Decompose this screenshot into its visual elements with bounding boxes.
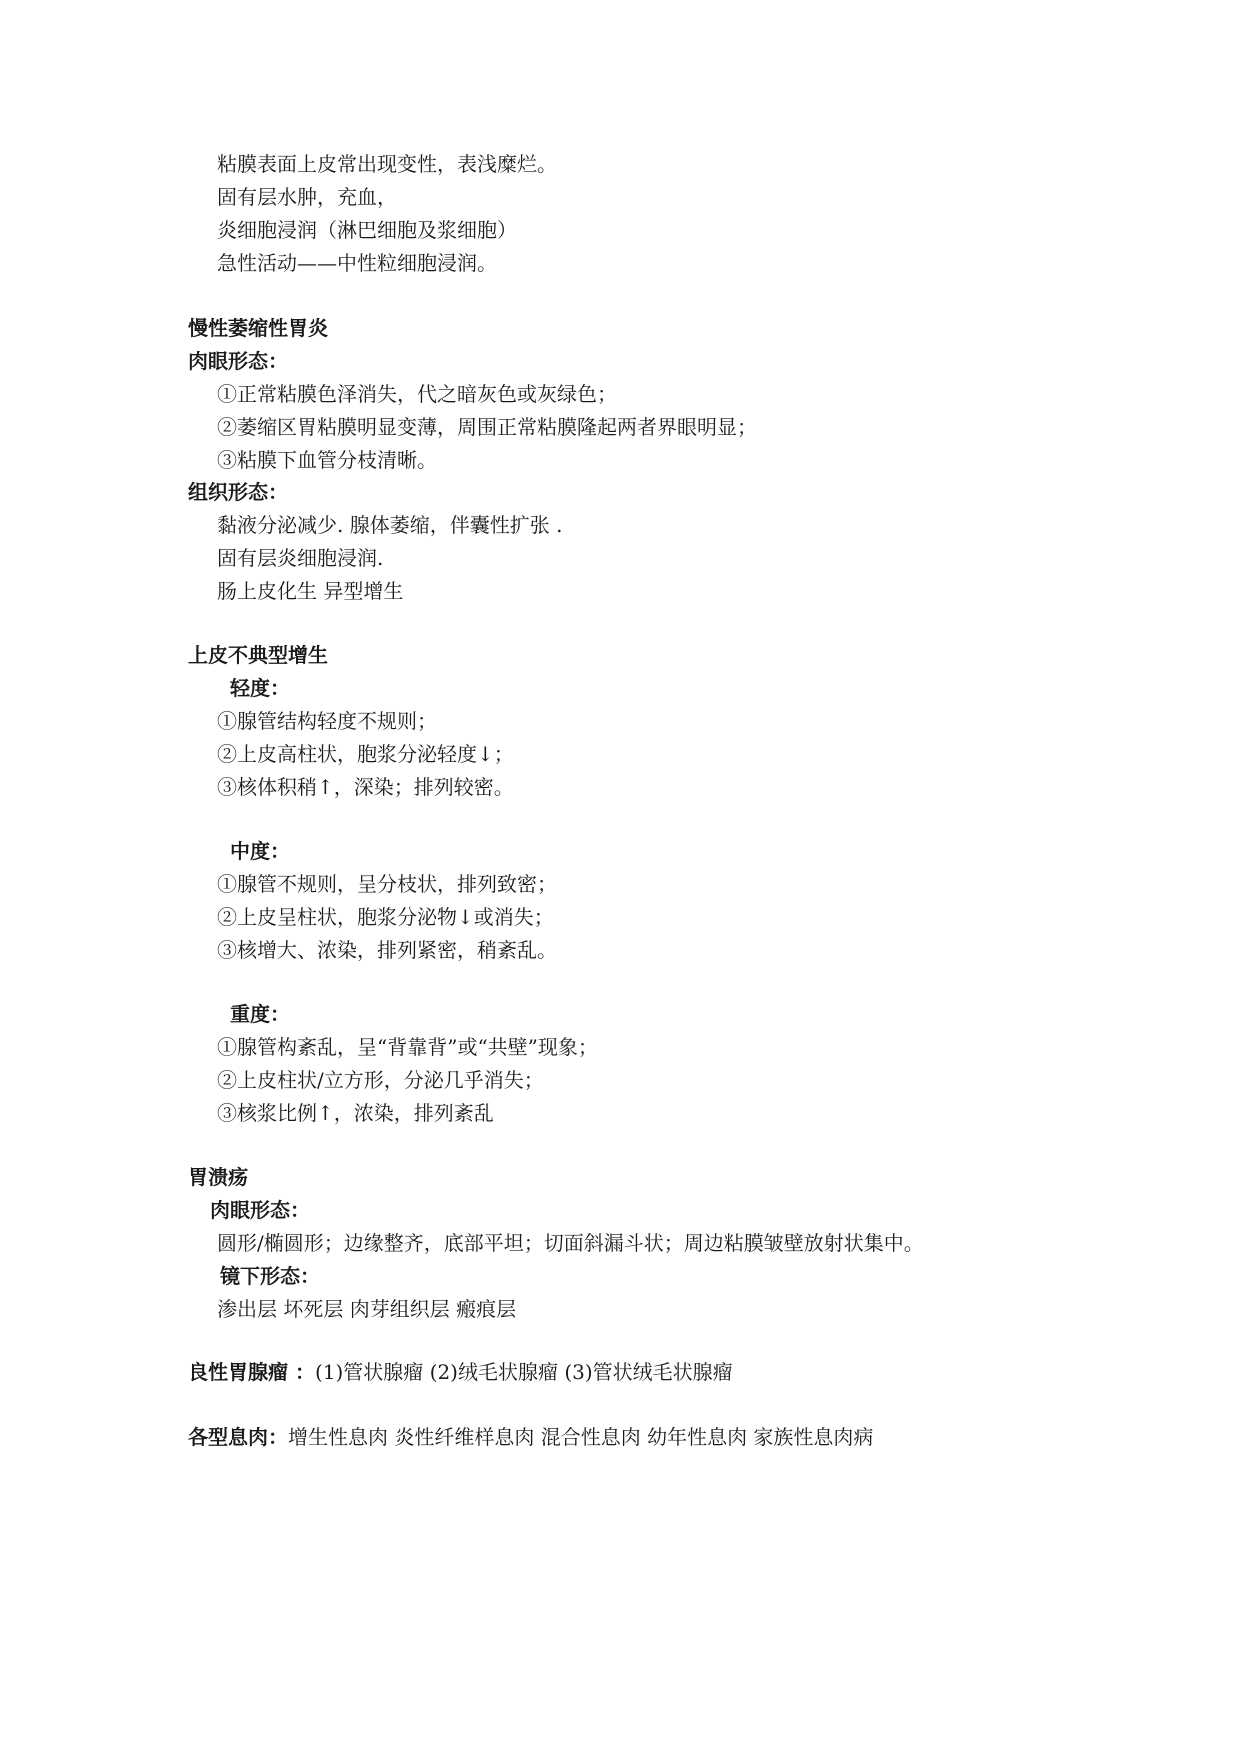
atrophic-histo-2: 固有层炎细胞浸润. xyxy=(217,546,384,570)
polyp-label: 各型息肉： xyxy=(188,1425,288,1449)
atrophic-gross-2: ②萎缩区胃粘膜明显变薄，周围正常粘膜隆起两者界眼明显； xyxy=(217,415,757,439)
dysplasia-mild-1: ①腺管结构轻度不规则； xyxy=(217,709,437,733)
dysplasia-heading: 上皮不典型增生 xyxy=(188,643,328,667)
ulcer-heading: 胃溃疡 xyxy=(188,1165,248,1189)
intro-line-2: 固有层水肿，充血， xyxy=(217,185,397,209)
atrophic-histo-1: 黏液分泌减少. 腺体萎缩，伴囊性扩张 . xyxy=(217,513,563,537)
dysplasia-severe-label: 重度： xyxy=(230,1002,290,1026)
dysplasia-mild-label: 轻度： xyxy=(230,676,290,700)
dysplasia-severe-3: ③核浆比例↑，浓染，排列紊乱 xyxy=(217,1101,494,1125)
dysplasia-severe-1: ①腺管构紊乱，呈“背靠背”或“共壁”现象； xyxy=(217,1035,598,1059)
ulcer-gross-label: 肉眼形态： xyxy=(210,1198,310,1222)
atrophic-gross-3: ③粘膜下血管分枝清晰。 xyxy=(217,448,437,472)
polyp-text: 增生性息肉 炎性纤维样息肉 混合性息肉 幼年性息肉 家族性息肉病 xyxy=(288,1425,874,1449)
adenoma-label: 良性胃腺瘤 ： xyxy=(188,1360,315,1384)
atrophic-histo-3: 肠上皮化生 异型增生 xyxy=(217,579,404,603)
intro-line-3: 炎细胞浸润（淋巴细胞及浆细胞） xyxy=(217,218,517,242)
dysplasia-mild-3: ③核体积稍↑，深染；排列较密。 xyxy=(217,775,514,799)
atrophic-gastritis-heading: 慢性萎缩性胃炎 xyxy=(188,316,328,340)
ulcer-gross-text: 圆形/椭圆形；边缘整齐，底部平坦；切面斜漏斗状；周边粘膜皱壁放射状集中。 xyxy=(217,1231,924,1255)
polyp-line xyxy=(188,1423,873,1451)
atrophic-gross-label: 肉眼形态： xyxy=(188,349,288,373)
ulcer-micro-label: 镜下形态： xyxy=(220,1264,320,1288)
dysplasia-moderate-label: 中度： xyxy=(230,839,290,863)
atrophic-gross-1: ①正常粘膜色泽消失，代之暗灰色或灰绿色； xyxy=(217,382,617,406)
atrophic-histo-label: 组织形态： xyxy=(188,480,288,504)
dysplasia-severe-2: ②上皮柱状/立方形，分泌几乎消失； xyxy=(217,1068,544,1092)
ulcer-micro-text: 渗出层 坏死层 肉芽组织层 瘢痕层 xyxy=(217,1297,517,1321)
adenoma-text: (1)管状腺瘤 (2)绒毛状腺瘤 (3)管状绒毛状腺瘤 xyxy=(314,1360,733,1384)
adenoma-line xyxy=(188,1358,733,1386)
dysplasia-mild-2: ②上皮高柱状，胞浆分泌轻度↓； xyxy=(217,742,514,766)
dysplasia-moderate-3: ③核增大、浓染，排列紧密，稍紊乱。 xyxy=(217,938,557,962)
dysplasia-moderate-2: ②上皮呈柱状，胞浆分泌物↓或消失； xyxy=(217,905,554,929)
dysplasia-moderate-1: ①腺管不规则，呈分枝状，排列致密； xyxy=(217,872,557,896)
intro-line-4: 急性活动——中性粒细胞浸润。 xyxy=(217,251,497,275)
intro-line-1: 粘膜表面上皮常出现变性，表浅糜烂。 xyxy=(217,152,557,176)
